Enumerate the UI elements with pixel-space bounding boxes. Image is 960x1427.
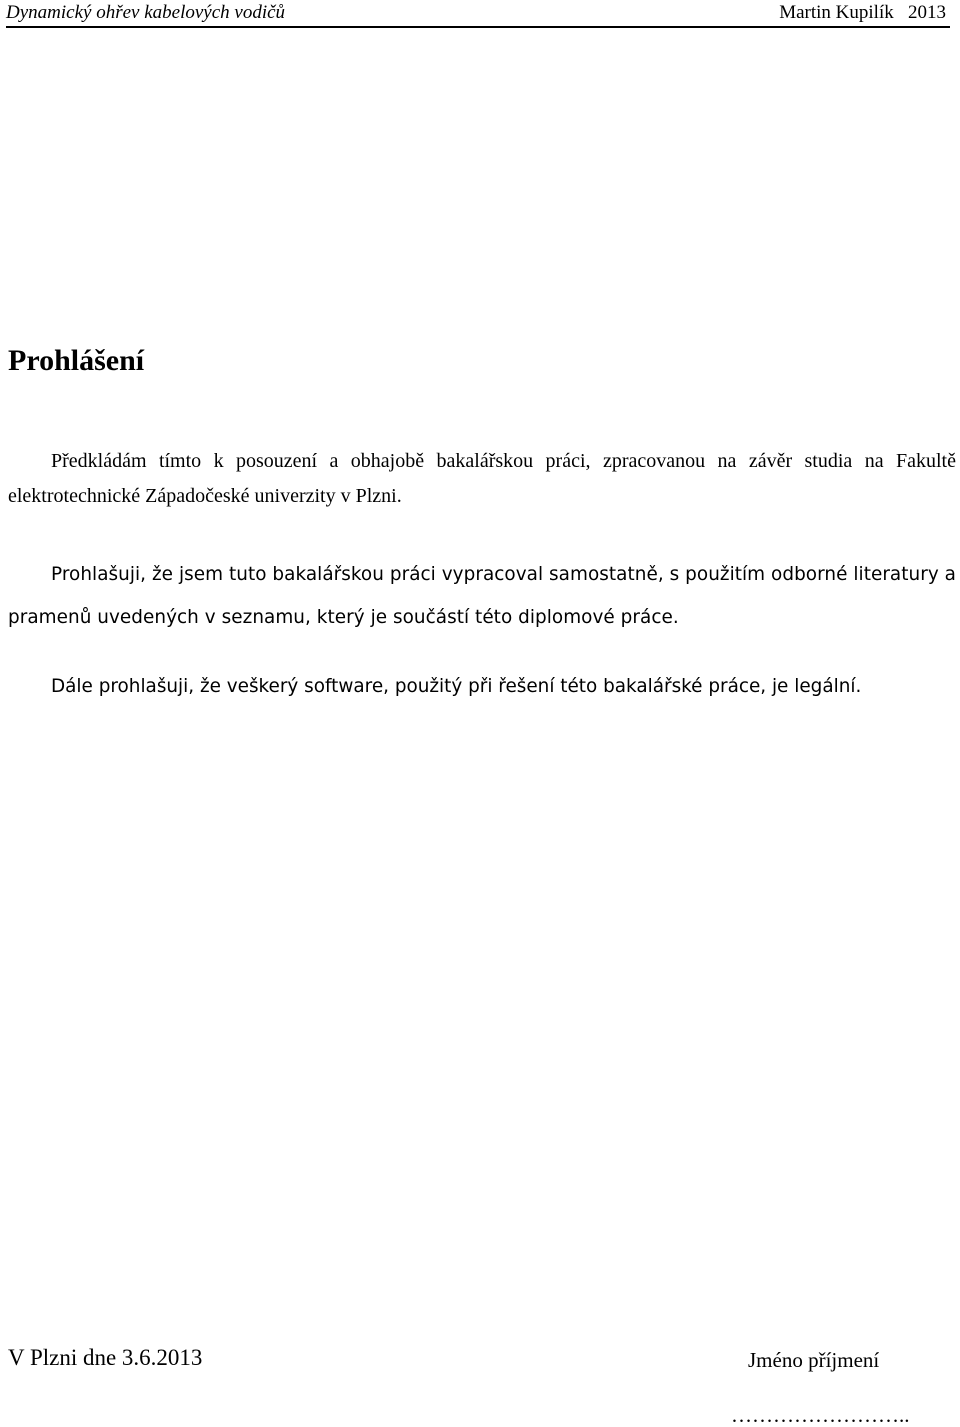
place-and-date: V Plzni dne 3.6.2013 [8,1345,203,1370]
signature-name: Jméno příjmení [748,1348,880,1372]
declaration-paragraph-submission: Předkládám tímto k posouzení a obhajobě bakalářskou práci, zpracovanou na závěr studia na Fakultě elektrotechnické Západočeské univerzity v Plzni. [8,450,956,507]
header-thesis-title: Dynamický ohřev kabelových vodičů [6,2,286,23]
page-title: Prohlášení [8,344,145,377]
declaration-paragraph-independence: Prohlašuji, že jsem tuto bakalářskou práci vypracoval samostatně, s použitím odborné literatury a pramenů uvedených v seznamu, který je součástí této diplomové práce. [8,564,956,628]
declaration-paragraph-software: Dále prohlašuji, že veškerý software, použitý při řešení této bakalářské práce, je legální. [51,676,862,697]
page-header [6,2,950,28]
signature-line: …………………….. [731,1403,910,1427]
header-author-year: Martin Kupilík 2013 [779,2,946,23]
